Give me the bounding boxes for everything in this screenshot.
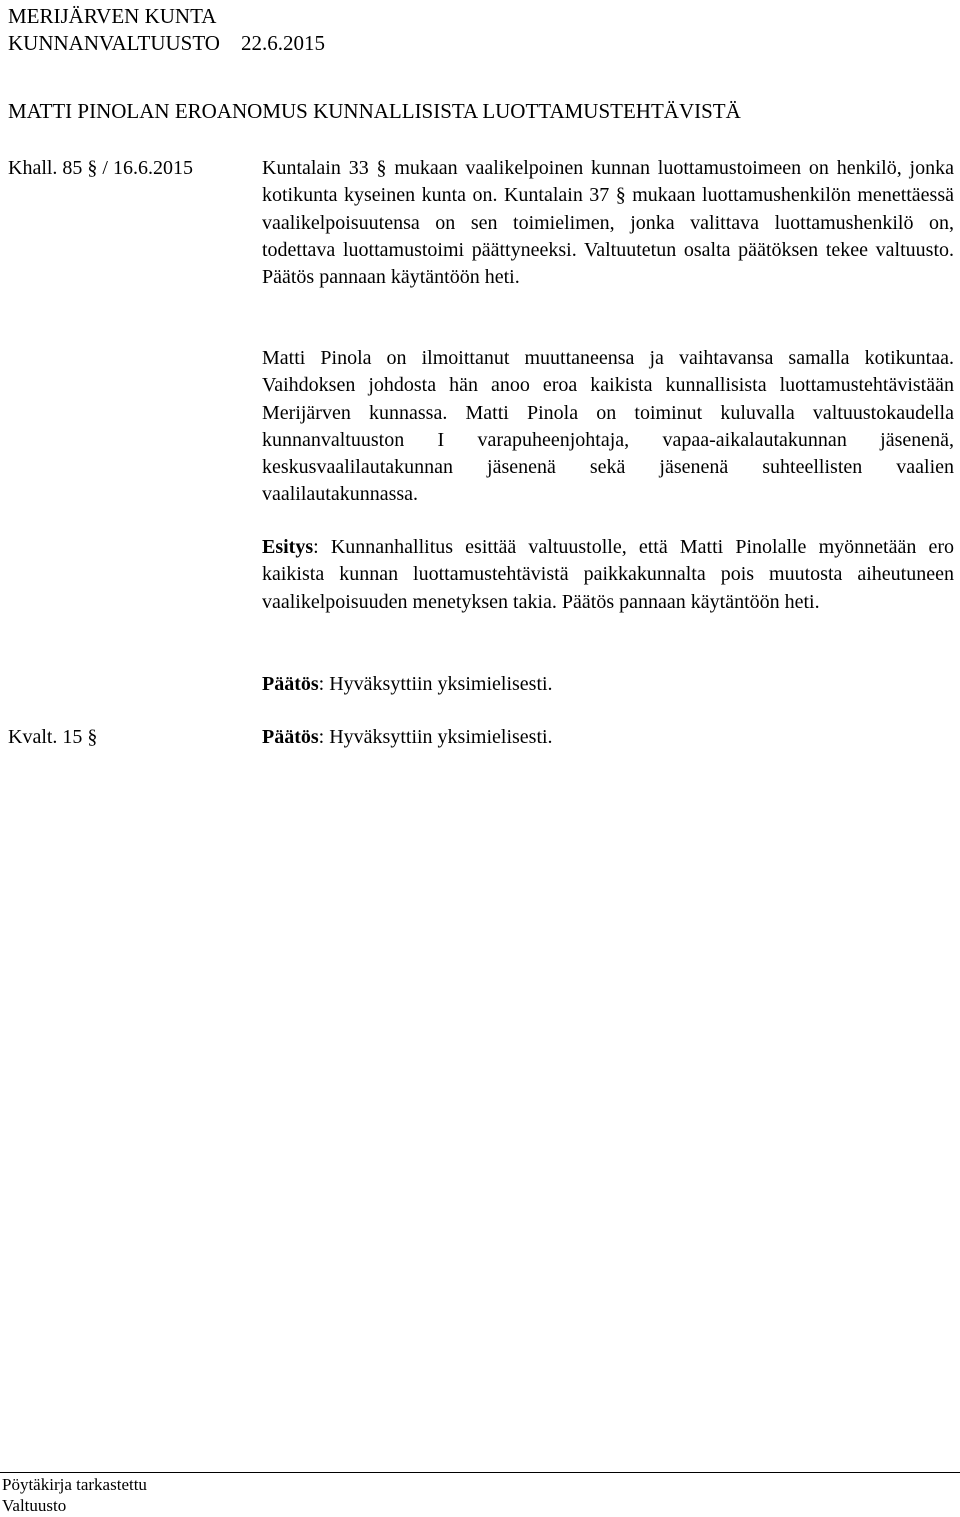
proposal-label: Esitys — [262, 536, 314, 558]
meeting-date: 22.6.2015 — [240, 31, 325, 55]
council-decision-text: : Hyväksyttiin yksimielisesti. — [318, 726, 553, 748]
council-reference: Kvalt. 15 § — [8, 726, 98, 748]
meeting-header — [8, 31, 325, 55]
board-decision-label: Päätös — [262, 673, 319, 695]
document-title: MATTI PINOLAN EROANOMUS KUNNALLISISTA LUOTTAMUSTEHTÄVISTÄ — [8, 99, 741, 123]
paragraph-legal-basis: Kuntalain 33 § mukaan vaalikelpoinen kunnan luottamustoimeen on henkilö, jonka kotikunta kyseinen kunta on. Kuntalain 37 § mukaan luottamushenkilön menettäessä vaalikelpoisuutensa on sen toimielimen, jonka valittava luottamushenkilö on, todettava luottamustoimi päättyneeksi. Valtuutetun osalta päätöksen tekee valtuusto. Päätös pannaan käytäntöön heti. — [262, 157, 954, 289]
council-decision — [262, 724, 553, 751]
footer-checked-label: Pöytäkirja tarkastettu — [2, 1475, 147, 1494]
board-decision — [262, 671, 553, 698]
meeting-body: KUNNANVALTUUSTO — [8, 31, 220, 55]
board-decision-text: : Hyväksyttiin yksimielisesti. — [318, 673, 553, 695]
footer-divider — [0, 1472, 960, 1473]
paragraph-background: Matti Pinola on ilmoittanut muuttaneensa ja vaihtavansa samalla kotikuntaa. Vaihdoksen johdosta hän anoo eroa kaikista kunnallisista luottamustehtävistään Merijärven kunnassa. Matti Pinola on toiminut kuluvalla valtuustokaudella kunnanvaltuuston I varapuheenjohtaja, vapaa-aikalautakunnan jäsenenä, keskusvaalilautakunnan jäsenenä sekä jäsenenä suhteellisten vaalien vaalilautakunnassa. — [262, 347, 954, 506]
council-decision-label: Päätös — [262, 726, 319, 748]
proposal-text: : Kunnanhallitus esittää valtuustolle, että Matti Pinolalle myönnetään ero kaikista kunnan luottamustehtävistä paikkakunnalta pois muutosta aiheutuneen vaalikelpoisuuden menetyksen takia. Päätös pannaan käytäntöön heti. — [262, 536, 954, 613]
municipality-name: MERIJÄRVEN KUNTA — [8, 4, 217, 28]
footer-council-label: Valtuusto — [2, 1496, 67, 1515]
paragraph-proposal — [262, 534, 954, 616]
board-reference: Khall. 85 § / 16.6.2015 — [8, 157, 193, 179]
